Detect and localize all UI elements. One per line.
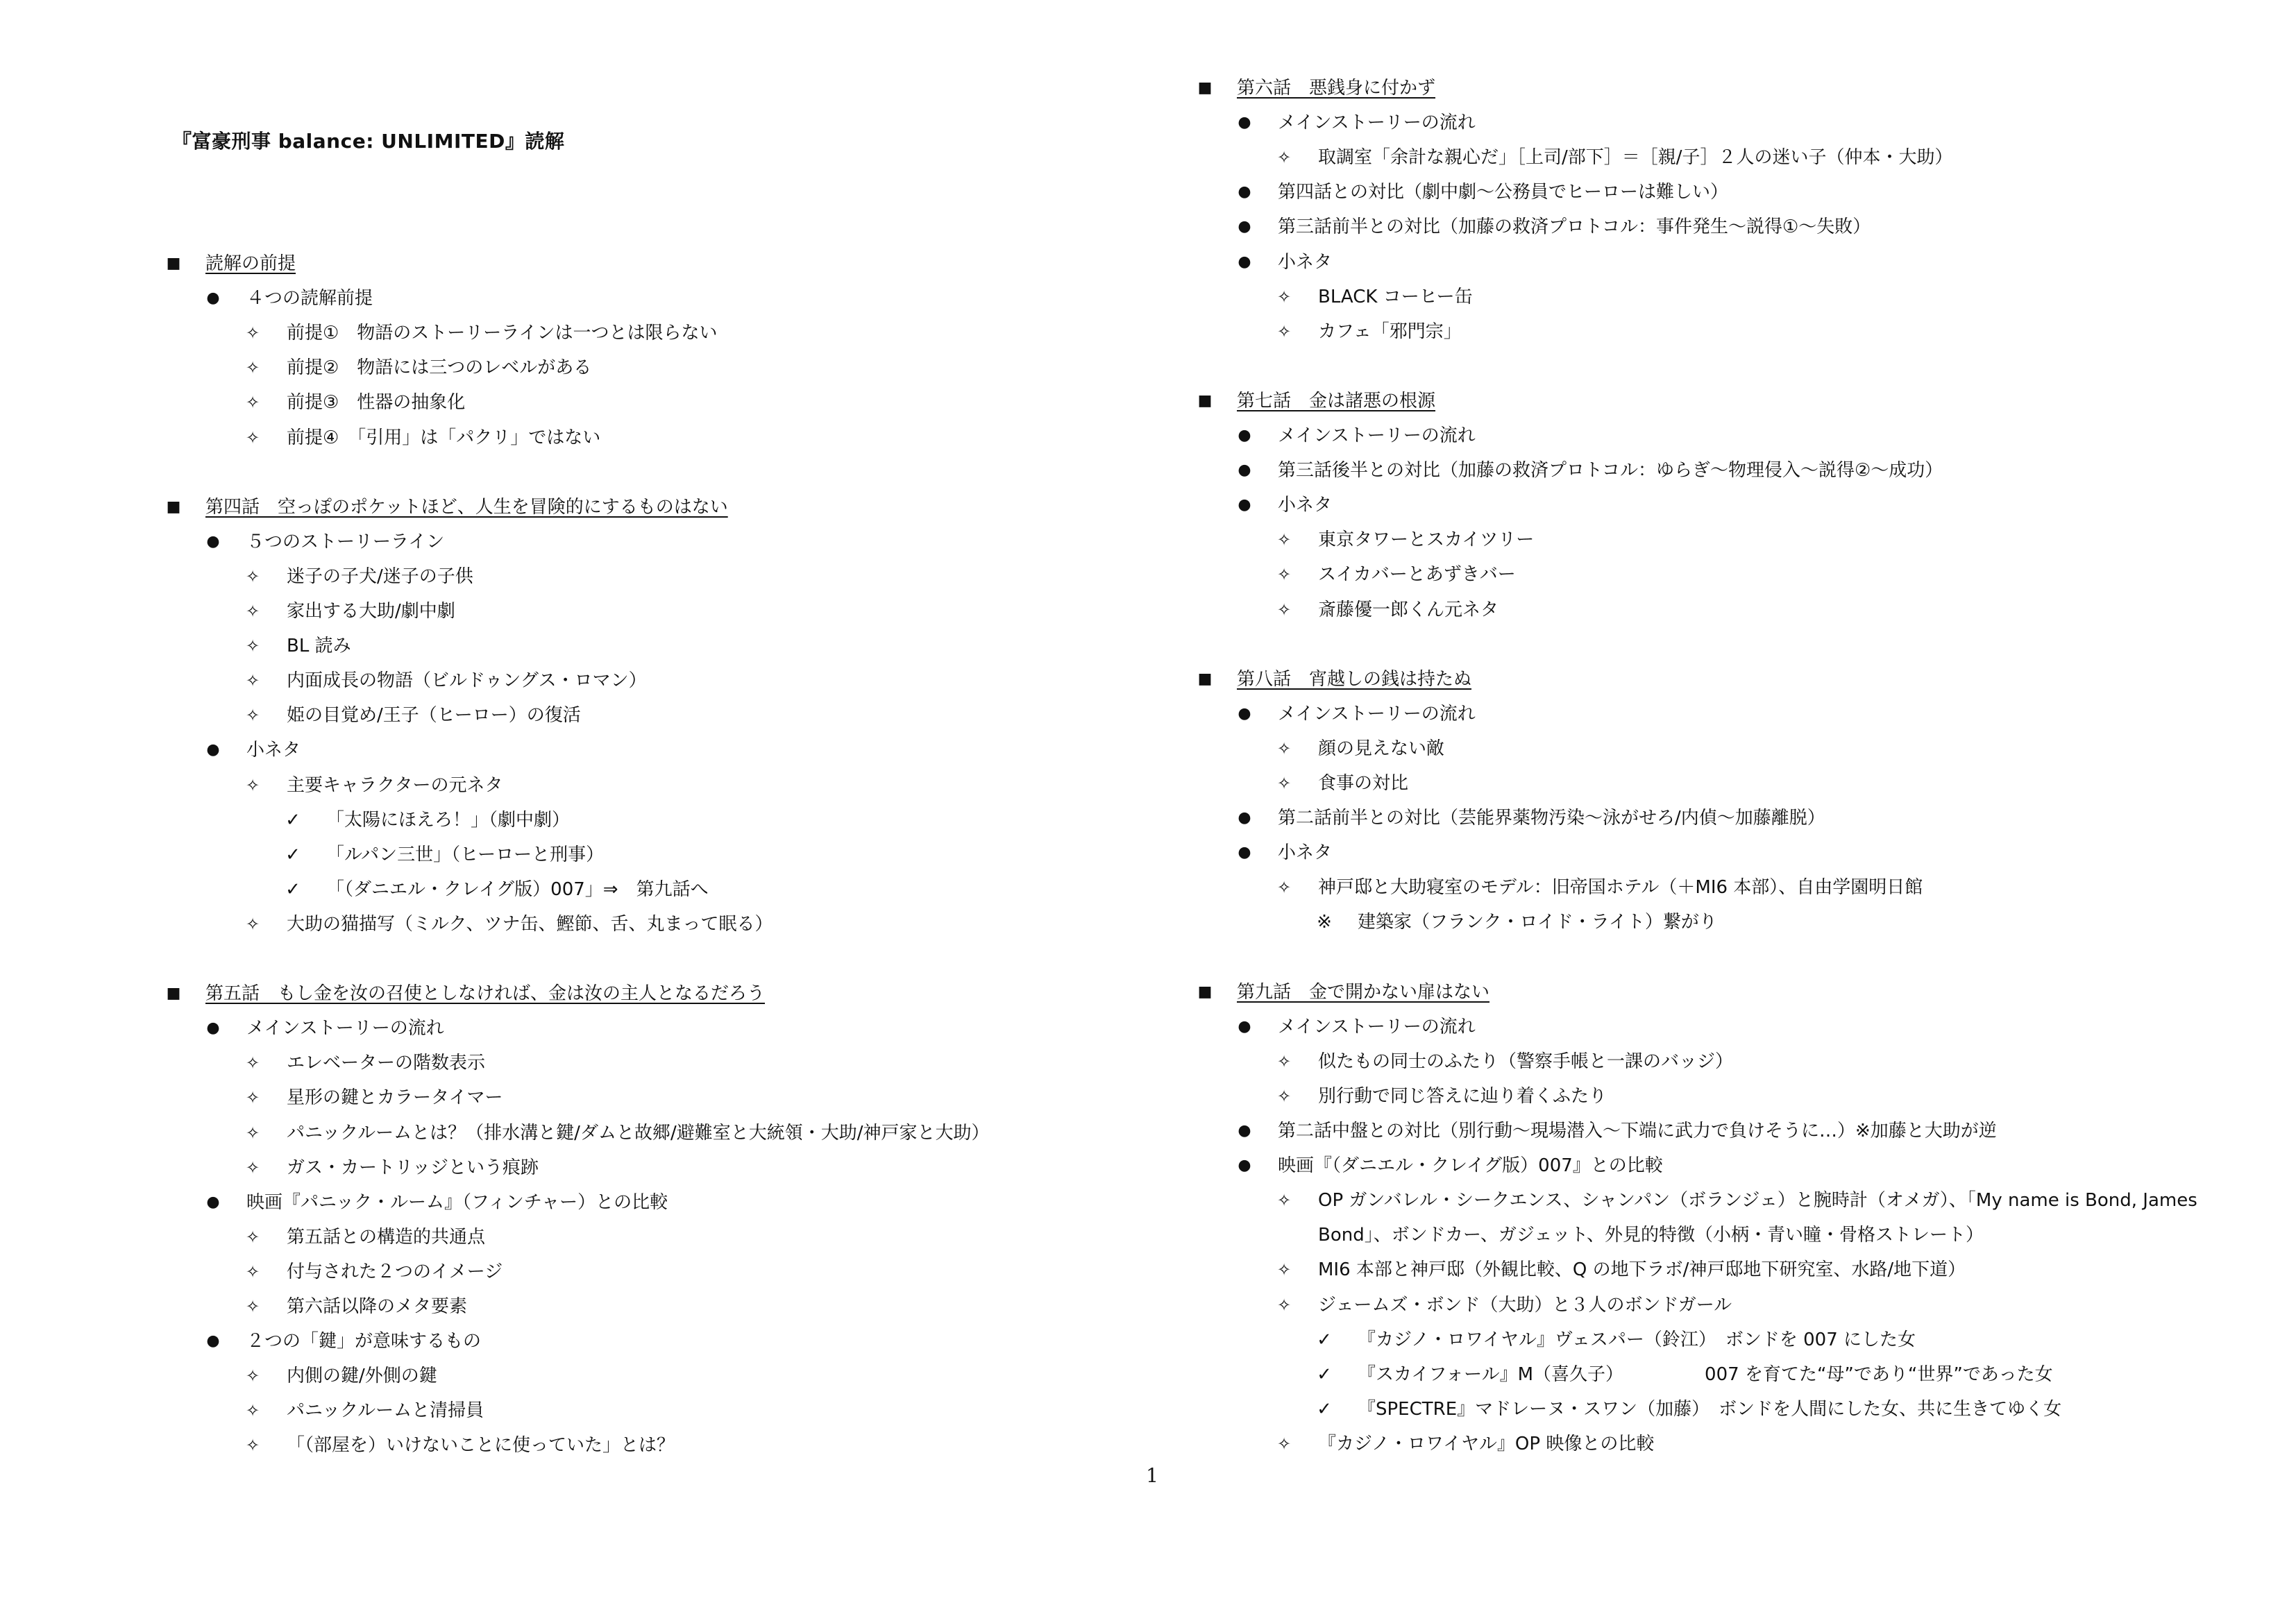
diamond-marker-icon: ✧ bbox=[245, 1053, 260, 1073]
diamond-marker-icon: ✧ bbox=[1276, 565, 1292, 585]
diamond-marker-icon: ✧ bbox=[245, 393, 260, 413]
bullet-marker-icon: ● bbox=[1238, 114, 1251, 132]
sub-item-text: 星形の鍵とカラータイマー bbox=[287, 1087, 503, 1109]
section-marker-icon: ■ bbox=[166, 498, 181, 516]
sub-item-text: カフェ「邪門宗」 bbox=[1318, 321, 1462, 342]
bullet-item-text: 小ネタ bbox=[1278, 842, 1333, 864]
section-heading-text: 第六話 悪銭身に付かず bbox=[1237, 78, 1436, 99]
diamond-marker-icon: ✧ bbox=[245, 636, 260, 656]
diamond-marker-icon: ✧ bbox=[1276, 148, 1292, 168]
sub-item-text: 姫の目覚め/王子（ヒーロー）の復活 bbox=[287, 705, 581, 726]
sub-item-text: 前提① 物語のストーリーラインは一つとは限らない bbox=[287, 323, 718, 344]
bullet-item-text: 第二話前半との対比（芸能界薬物汚染～泳がせろ/内偵～加藤離脱） bbox=[1278, 808, 1825, 829]
bullet-marker-icon: ● bbox=[206, 532, 220, 550]
bullet-marker-icon: ● bbox=[206, 1193, 220, 1211]
section-marker-icon: ■ bbox=[166, 985, 181, 1003]
check-marker-icon: ✓ bbox=[1317, 1363, 1332, 1385]
bullet-item-text: メインストーリーの流れ bbox=[1278, 1016, 1476, 1037]
diamond-marker-icon: ✧ bbox=[1276, 1191, 1292, 1211]
bullet-marker-icon: ● bbox=[1238, 1122, 1251, 1139]
sub-item-text: 『カジノ・ロワイヤル』OP 映像との比較 bbox=[1318, 1433, 1655, 1454]
bullet-item-text: ５つのストーリーライン bbox=[246, 531, 445, 552]
diamond-marker-icon: ✧ bbox=[1276, 738, 1292, 758]
diamond-marker-icon: ✧ bbox=[245, 706, 260, 726]
diamond-marker-icon: ✧ bbox=[245, 602, 260, 621]
diamond-marker-icon: ✧ bbox=[1276, 1051, 1292, 1071]
bullet-marker-icon: ● bbox=[1238, 183, 1251, 201]
diamond-marker-icon: ✧ bbox=[245, 775, 260, 795]
sub-item-text: パニックルームと清掃員 bbox=[287, 1400, 484, 1422]
sub-item-text: 東京タワーとスカイツリー bbox=[1318, 529, 1535, 551]
diamond-marker-icon: ✧ bbox=[245, 1157, 260, 1178]
diamond-marker-icon: ✧ bbox=[1276, 1260, 1292, 1280]
diamond-marker-icon: ✧ bbox=[245, 671, 260, 691]
diamond-marker-icon: ✧ bbox=[1276, 1434, 1292, 1454]
section-heading-text: 第八話 宵越しの銭は持たぬ bbox=[1237, 668, 1472, 690]
sub-item-text: 斎藤優一郎くん元ネタ bbox=[1318, 599, 1499, 620]
sub-item-text: エレベーターの階数表示 bbox=[287, 1053, 486, 1074]
sub-item-text: 顔の見えない敵 bbox=[1318, 738, 1445, 759]
diamond-marker-icon: ✧ bbox=[245, 323, 260, 343]
bullet-marker-icon: ● bbox=[1238, 1157, 1251, 1175]
bullet-item-text: メインストーリーの流れ bbox=[1278, 112, 1476, 134]
check-item-text: 『カジノ・ロワイヤル』ヴェスパー（鈴江） ボンドを 007 にした女 bbox=[1358, 1329, 1916, 1350]
sub-item-text: 内面成長の物語（ビルドゥングス・ロマン） bbox=[287, 670, 647, 692]
bullet-item-text: 小ネタ bbox=[1278, 251, 1333, 273]
sub-item-text: 付与された２つのイメージ bbox=[287, 1261, 503, 1282]
section-marker-icon: ■ bbox=[1197, 670, 1213, 688]
section-marker-icon: ■ bbox=[1197, 983, 1213, 1001]
sub-item-text: パニックルームとは？（排水溝と鍵/ダムと故郷/避難室と大統領・大助/神戸家と大助） bbox=[287, 1122, 990, 1144]
section-marker-icon: ■ bbox=[1197, 79, 1213, 96]
check-marker-icon: ✓ bbox=[285, 844, 301, 865]
diamond-marker-icon: ✧ bbox=[1276, 1086, 1292, 1106]
diamond-marker-icon: ✧ bbox=[245, 566, 260, 586]
section-heading-text: 第四話 空っぽのポケットほど、人生を冒険的にするものはない bbox=[205, 496, 728, 518]
check-marker-icon: ✓ bbox=[1317, 1398, 1332, 1420]
bullet-marker-icon: ● bbox=[206, 1332, 220, 1350]
section-heading-text: 第七話 金は諸悪の根源 bbox=[1237, 390, 1436, 411]
bullet-item-text: 小ネタ bbox=[1278, 495, 1333, 516]
check-marker-icon: ✓ bbox=[285, 878, 301, 900]
diamond-marker-icon: ✧ bbox=[1276, 530, 1292, 550]
check-item-text: 『SPECTRE』マドレーヌ・スワン（加藤） ボンドを人間にした女、共に生きてゆく女 bbox=[1358, 1398, 2062, 1420]
section-marker-icon: ■ bbox=[166, 255, 181, 272]
note-marker-icon: ※ bbox=[1317, 912, 1332, 933]
bullet-item-text: 第三話後半との対比（加藤の救済プロトコル：ゆらぎ～物理侵入～説得②～成功） bbox=[1278, 460, 1943, 482]
bullet-item-text: ４つの読解前提 bbox=[246, 288, 373, 309]
section-heading-text: 第九話 金で開かない扉はない bbox=[1237, 981, 1490, 1003]
bullet-marker-icon: ● bbox=[1238, 809, 1251, 827]
bullet-marker-icon: ● bbox=[1238, 461, 1251, 479]
diamond-marker-icon: ✧ bbox=[1276, 878, 1292, 898]
section-heading-text: 第五話 もし金を汝の召使としなければ、金は汝の主人となるだろう bbox=[205, 983, 766, 1005]
diamond-marker-icon: ✧ bbox=[245, 1297, 260, 1316]
diamond-marker-icon: ✧ bbox=[245, 358, 260, 378]
sub-item-text: 内側の鍵/外側の鍵 bbox=[287, 1366, 437, 1387]
bullet-item-text: メインストーリーの流れ bbox=[246, 1018, 444, 1039]
sub-item-text: ガス・カートリッジという痕跡 bbox=[287, 1157, 539, 1178]
note-item-text: 建築家（フランク・ロイド・ライト）繋がり bbox=[1358, 912, 1717, 933]
sub-item-text: 前提② 物語には三つのレベルがある bbox=[287, 357, 592, 379]
diamond-marker-icon: ✧ bbox=[245, 1436, 260, 1456]
sub-item-text: 第五話との構造的共通点 bbox=[287, 1226, 486, 1248]
bullet-item-text: 映画『（ダニエル・クレイグ版）007』との比較 bbox=[1278, 1155, 1663, 1177]
diamond-marker-icon: ✧ bbox=[245, 914, 260, 934]
sub-item-text: OP ガンバレル・シークエンス、シャンパン（ボランジェ）と腕時計（オメガ）、「My name is Bond, James bbox=[1318, 1190, 2197, 1212]
bullet-item-text: 小ネタ bbox=[246, 740, 301, 761]
bullet-marker-icon: ● bbox=[1238, 496, 1251, 514]
sub-item-text: 「（部屋を）いけないことに使っていた」とは？ bbox=[287, 1435, 675, 1456]
bullet-marker-icon: ● bbox=[1238, 253, 1251, 271]
sub-item-text: BLACK コーヒー缶 bbox=[1318, 286, 1473, 307]
diamond-marker-icon: ✧ bbox=[1276, 1295, 1292, 1315]
sub-item-text: スイカバーとあずきバー bbox=[1318, 564, 1516, 586]
bullet-item-text: 第四話との対比（劇中劇～公務員でヒーローは難しい） bbox=[1278, 182, 1728, 203]
bullet-marker-icon: ● bbox=[1238, 844, 1251, 862]
diamond-marker-icon: ✧ bbox=[245, 1401, 260, 1421]
diamond-marker-icon: ✧ bbox=[245, 1261, 260, 1282]
check-marker-icon: ✓ bbox=[285, 809, 301, 831]
sub-item-text: 前提④ 「引用」は「パクリ」ではない bbox=[287, 427, 601, 448]
diamond-marker-icon: ✧ bbox=[245, 1366, 260, 1386]
diamond-marker-icon: ✧ bbox=[1276, 774, 1292, 793]
sub-item-text: 家出する大助/劇中劇 bbox=[287, 601, 455, 622]
check-item-text: 「（ダニエル・クレイグ版）007」⇒ 第九話へ bbox=[326, 878, 709, 900]
diamond-marker-icon: ✧ bbox=[245, 427, 260, 448]
sub-item-text: BL 読み bbox=[287, 636, 351, 657]
bullet-item-text: 第三話前半との対比（加藤の救済プロトコル：事件発生～説得①～失敗） bbox=[1278, 216, 1871, 238]
bullet-item-text: 第二話中盤との対比（別行動～現場潜入～下端に武力で負けそうに…）※加藤と大助が逆 bbox=[1278, 1121, 1997, 1141]
sub-item-text: 取調室「余計な親心だ」［上司/部下］＝［親/子］２人の迷い子（仲本・大助） bbox=[1318, 147, 1953, 169]
check-item-text: 「ルパン三世」（ヒーローと刑事） bbox=[326, 844, 605, 865]
sub-item-text: 似たもの同士のふたり（警察手帳と一課のバッジ） bbox=[1318, 1051, 1734, 1072]
bullet-item-text: メインストーリーの流れ bbox=[1278, 703, 1476, 724]
check-marker-icon: ✓ bbox=[1317, 1329, 1332, 1350]
diamond-marker-icon: ✧ bbox=[1276, 600, 1292, 620]
bullet-marker-icon: ● bbox=[1238, 704, 1251, 722]
section-marker-icon: ■ bbox=[1197, 391, 1213, 409]
bullet-item-text: メインストーリーの流れ bbox=[1278, 425, 1476, 446]
sub-item-text: 前提③ 性器の抽象化 bbox=[287, 392, 466, 414]
diamond-marker-icon: ✧ bbox=[245, 1123, 260, 1143]
sub-item-text: MI6 本部と神戸邸（外観比較、Q の地下ラボ/神戸邸地下研究室、水路/地下道） bbox=[1318, 1259, 1966, 1281]
bullet-marker-icon: ● bbox=[206, 741, 220, 759]
bullet-marker-icon: ● bbox=[206, 1019, 220, 1037]
document-title: 『富豪刑事 balance: UNLIMITED』読解 bbox=[172, 130, 565, 153]
sub-item-text: 神戸邸と大助寝室のモデル：旧帝国ホテル（＋MI6 本部）、自由学園明日館 bbox=[1318, 877, 1923, 899]
sub-item-text: 迷子の子犬/迷子の子供 bbox=[287, 566, 473, 587]
page-number: 1 bbox=[1146, 1464, 1158, 1487]
bullet-item-text: 映画『パニック・ルーム』（フィンチャー）との比較 bbox=[246, 1191, 668, 1213]
diamond-marker-icon: ✧ bbox=[245, 1227, 260, 1247]
bullet-item-text: ２つの「鍵」が意味するもの bbox=[246, 1331, 482, 1352]
bullet-marker-icon: ● bbox=[1238, 1017, 1251, 1035]
check-item-text: 『スカイフォール』M（喜久子） 007 を育てた“母”であり“世界”であった女 bbox=[1358, 1363, 2053, 1385]
bullet-marker-icon: ● bbox=[1238, 218, 1251, 236]
bullet-marker-icon: ● bbox=[206, 289, 220, 307]
check-item-text: 「太陽にほえろ！」（劇中劇） bbox=[326, 809, 571, 831]
sub-item-text: 別行動で同じ答えに辿り着くふたり bbox=[1318, 1085, 1607, 1107]
diamond-marker-icon: ✧ bbox=[1276, 287, 1292, 307]
bullet-marker-icon: ● bbox=[1238, 427, 1251, 444]
continuation-line-text: Bond」、ボンドカー、ガジェット、外見的特徴（小柄・青い瞳・骨格ストレート） bbox=[1318, 1225, 1984, 1246]
sub-item-text: 主要キャラクターの元ネタ bbox=[287, 774, 503, 796]
section-heading-text: 読解の前提 bbox=[205, 253, 296, 274]
sub-item-text: ジェームズ・ボンド（大助）と３人のボンドガール bbox=[1318, 1294, 1732, 1316]
sub-item-text: 食事の対比 bbox=[1318, 773, 1409, 794]
diamond-marker-icon: ✧ bbox=[245, 1088, 260, 1108]
diamond-marker-icon: ✧ bbox=[1276, 321, 1292, 341]
sub-item-text: 第六話以降のメタ要素 bbox=[287, 1296, 468, 1317]
sub-item-text: 大助の猫描写（ミルク、ツナ缶、鰹節、舌、丸まって眠る） bbox=[287, 913, 773, 935]
